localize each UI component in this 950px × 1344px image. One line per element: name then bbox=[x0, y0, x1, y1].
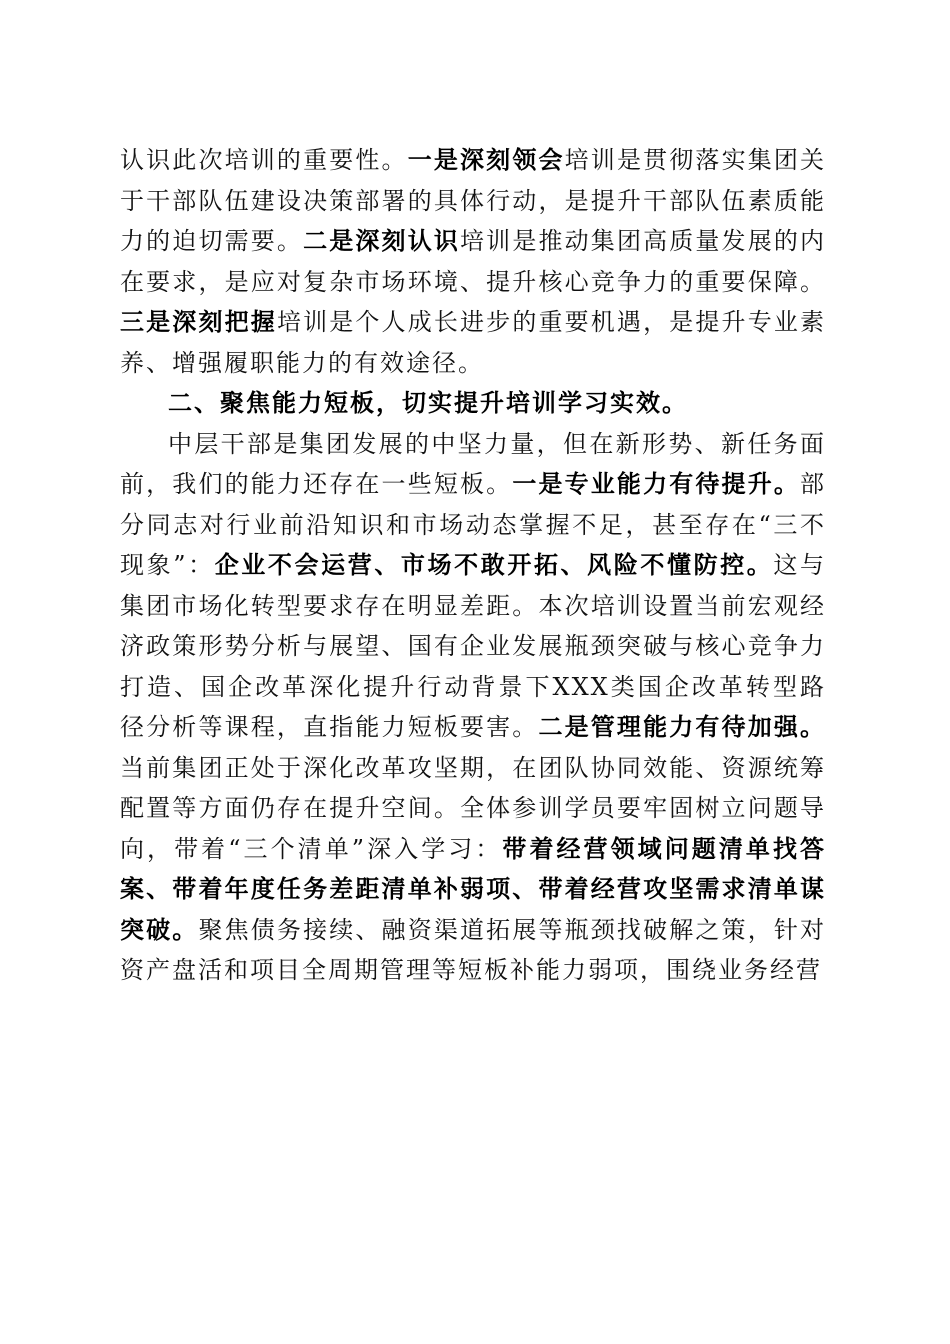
text-run: 中层干部是集团发展的中坚力量，但在新形势、新任务面前，我们的能力还存在一些短板。 bbox=[120, 429, 826, 498]
text-run: 培训是贯彻落实集团关于干部队伍建设决策部署的具体行动，是提升干部队伍素质能力的迫切需要。 bbox=[120, 146, 827, 255]
paragraph-importance bbox=[120, 140, 826, 383]
bold-phrase: 二是深刻认识 bbox=[303, 227, 461, 255]
text-run: 当前集团正处于深化改革攻坚期，在团队协同效能、资源统筹配置等方面仍存在提升空间。全体参训学员要牢固树立问题导向，带着“三个清单”深入学习： bbox=[120, 753, 826, 863]
bold-phrase: 一是专业能力有待提升。 bbox=[512, 470, 801, 498]
text-run: 聚焦债务接续、融资渠道拓展等瓶颈找破解之策，针对资产盘活和项目全周期管理等短板补能力弱项，围绕业务经营 bbox=[120, 915, 827, 984]
bold-phrase: 三是深刻把握 bbox=[120, 308, 277, 336]
section-heading: 二、聚焦能力短板，切实提升培训学习实效。 bbox=[168, 389, 688, 417]
text-run: 培训是推动集团高质量发展的内在要求，是应对复杂市场环境、提升核心竞争力的重要保障。 bbox=[120, 227, 827, 296]
bold-phrase: 二是管理能力有待加强。 bbox=[538, 713, 827, 741]
document-body bbox=[120, 140, 826, 991]
bold-phrase: 企业不会运营、市场不敢开拓、风险不懂防控。 bbox=[214, 551, 774, 579]
text-run: 认识此次培训的重要性。 bbox=[120, 146, 408, 174]
bold-phrase: 带着经营领域问题清单找答案、带着年度任务差距清单补弱项、带着经营攻坚需求清单谋突破。 bbox=[120, 834, 827, 944]
text-run: 培训是个人成长进步的重要机遇，是提升专业素养、增强履职能力的有效途径。 bbox=[120, 308, 827, 377]
text-run: 这与集团市场化转型要求存在明显差距。本次培训设置当前宏观经济政策形势分析与展望、国有企业发展瓶颈突破与核心竞争力打造、国企改革深化提升行动背景下XXX类国企改革转型路径分析等课程，直指能力短板要害。 bbox=[120, 551, 827, 741]
text-run: 部分同志对行业前沿知识和市场动态掌握不足，甚至存在“三不现象”： bbox=[120, 470, 827, 579]
bold-phrase: 一是深刻领会 bbox=[407, 146, 565, 174]
paragraph-capability-gaps bbox=[120, 424, 826, 991]
